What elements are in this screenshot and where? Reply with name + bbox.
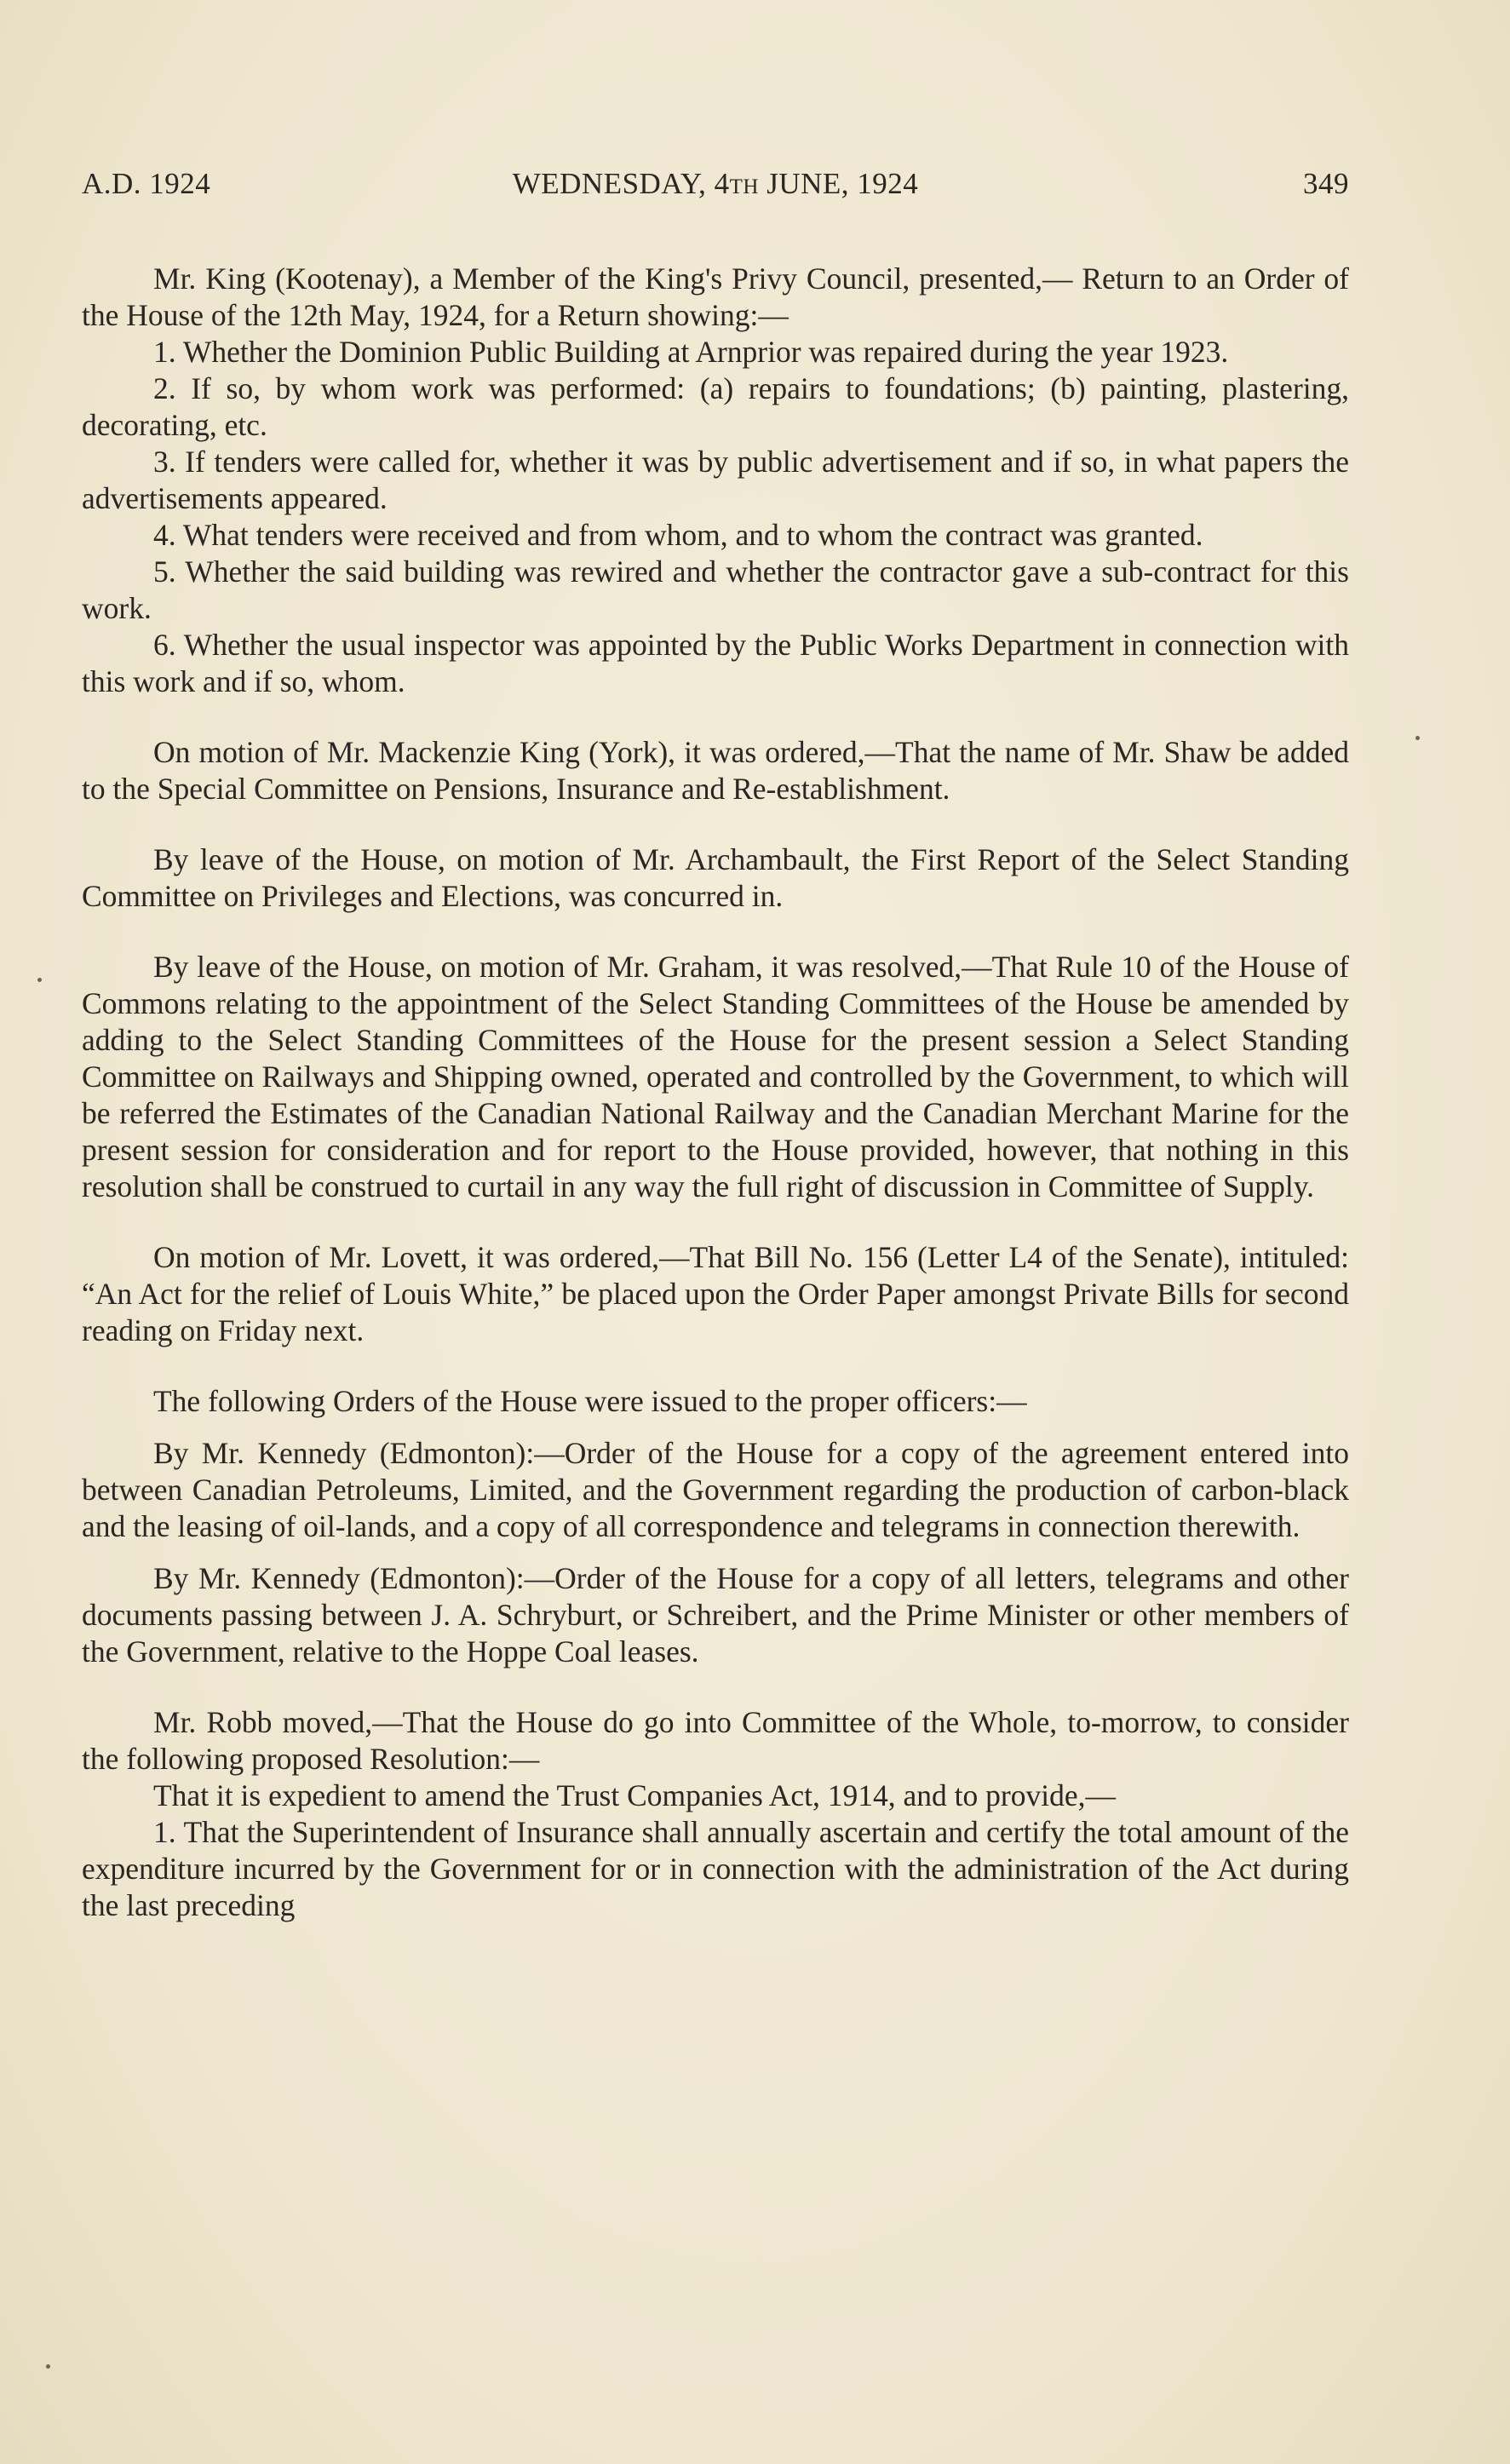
paragraph-gap <box>82 1349 1349 1383</box>
paragraph-gap <box>82 807 1349 841</box>
paper-speck <box>1415 736 1420 740</box>
return-item-5: 5. Whether the said building was rewired and whether the contractor gave a sub-contract for this work. <box>82 554 1349 625</box>
page-number: 349 <box>1303 167 1349 200</box>
return-item-6: 6. Whether the usual inspector was appointed by the Public Works Department in connection with this work and if so, whom. <box>82 628 1349 698</box>
header-date-day: WEDNESDAY, 4 <box>512 167 730 200</box>
paragraph-order-hoppe-coal: By Mr. Kennedy (Edmonton):—Order of the House for a copy of all letters, telegrams and other documents passing between J. A. Schryburt, or Schreibert, and the Prime Minister or other members of the Government, relative to the Hoppe Coal leases. <box>82 1561 1349 1669</box>
paragraph-order-petroleums: By Mr. Kennedy (Edmonton):—Order of the House for a copy of the agreement entered into between Canadian Petroleums, Limited, and the Government regarding the production of carbon-black and the leasing of oil-lands, and a copy of all correspondence and telegrams in connection therewith. <box>82 1436 1349 1543</box>
header-year: A.D. 1924 <box>82 167 211 200</box>
page-body <box>82 261 1349 1924</box>
header-date-suffix: TH <box>729 175 759 198</box>
paragraph-bill-156: On motion of Mr. Lovett, it was ordered,—That Bill No. 156 (Letter L4 of the Senate), intituled: “An Act for the relief of Louis White,” be placed upon the Order Paper amongst Private Bills for second reading on Friday next. <box>82 1240 1349 1347</box>
paragraph-gap <box>82 700 1349 734</box>
paragraph-rule-10: By leave of the House, on motion of Mr. Graham, it was resolved,—That Rule 10 of the House of Commons relating to the appointment of the Select Standing Committees of the House be amended by adding to the Select Standing Committees of the House for the present session a Select Standing Committee on Railways and Shipping owned, operated and controlled by the Government, to which will be referred the Estimates of the Canadian National Railway and the Canadian Merchant Marine for the present session for consideration and for report to the House provided, however, that nothing in this resolution shall be construed to curtail in any way the full right of discussion in Committee of Supply. <box>82 950 1349 1203</box>
return-item-1: 1. Whether the Dominion Public Building at Arnprior was repaired during the year 1923. <box>153 335 1229 369</box>
paragraph-resolution: That it is expedient to amend the Trust Companies Act, 1914, and to provide,— <box>153 1778 1116 1812</box>
paragraph-return-intro: Mr. King (Kootenay), a Member of the King's Privy Council, presented,— Return to an Order of the House of the 12th May, 1924, for a Return showing:— <box>82 261 1349 332</box>
page-header <box>82 167 1349 210</box>
paper-speck <box>46 2364 50 2369</box>
paragraph-gap <box>82 1670 1349 1704</box>
paragraph-orders-issued: The following Orders of the House were issued to the proper officers:— <box>153 1384 1027 1418</box>
paragraph-gap <box>82 1545 1349 1560</box>
header-date-rest: JUNE, 1924 <box>758 167 919 200</box>
resolution-item-1: 1. That the Superintendent of Insurance shall annually ascertain and certify the total amount of the expenditure incurred by the Government for or in connection with the administration of the Act during the last preceding <box>82 1815 1349 1922</box>
paper-speck <box>37 978 42 982</box>
paragraph-gap <box>82 1205 1349 1239</box>
return-item-3: 3. If tenders were called for, whether it was by public advertisement and if so, in what papers the advertisements appeared. <box>82 445 1349 515</box>
paragraph-gap <box>82 1420 1349 1435</box>
return-item-2: 2. If so, by whom work was performed: (a) repairs to foundations; (b) painting, plastering, decorating, etc. <box>82 371 1349 442</box>
return-item-4: 4. What tenders were received and from whom, and to whom the contract was granted. <box>153 518 1203 552</box>
header-date <box>82 167 1349 201</box>
paragraph-gap <box>82 915 1349 949</box>
paragraph-first-report: By leave of the House, on motion of Mr. Archambault, the First Report of the Select Standing Committee on Privileges and Elections, was concurred in. <box>82 842 1349 913</box>
paragraph-shaw-committee: On motion of Mr. Mackenzie King (York), it was ordered,—That the name of Mr. Shaw be added to the Special Committee on Pensions, Insurance and Re-establishment. <box>82 735 1349 806</box>
paragraph-robb-motion: Mr. Robb moved,—That the House do go into Committee of the Whole, to-morrow, to consider the following proposed Resolution:— <box>82 1705 1349 1776</box>
